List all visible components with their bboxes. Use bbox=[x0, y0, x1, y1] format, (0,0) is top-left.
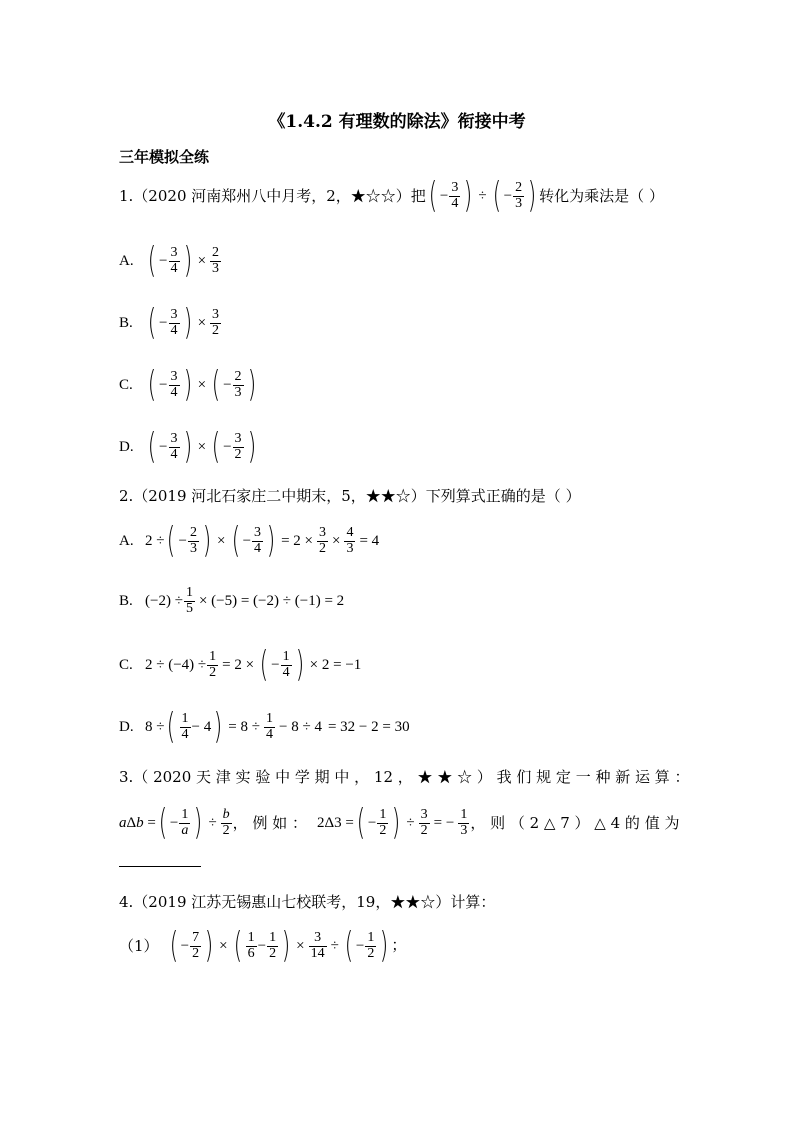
page-title: 《1.4.2 有理数的除法》衔接中考 bbox=[268, 112, 526, 132]
question-1: 1.（2020 河南郑州八中月考，2，★☆☆）把 ( − $\frac{3}{4}$ ) ÷ ( − $\frac{2}{3}$ ) 转化为乘法是（ ） bbox=[119, 175, 664, 216]
part-label: （1） bbox=[119, 936, 159, 955]
option-label: C. bbox=[119, 656, 133, 673]
expression-head: 8 ÷ bbox=[145, 718, 165, 735]
answer-blank[interactable] bbox=[119, 866, 201, 867]
fraction-expression: ( − $\frac{3}{4}$ ) bbox=[428, 175, 473, 216]
option-label: D. bbox=[119, 438, 134, 455]
option-d[interactable]: D. ( − $\frac{3}{4}$ ) × ( − $\frac{3}{2}$ ) bbox=[119, 426, 256, 467]
section-heading: 三年模拟全练 bbox=[119, 148, 210, 166]
expression-head: 2 ÷ (−4) ÷ bbox=[145, 656, 207, 673]
question-4-part-1: （1） ( − $\frac{7}{2}$ ) × ( $\frac{1}{6}$ − $\frac{1}{2}$ ) × $\frac{3}{14}$ ÷ ( − $\frac{1}{2}$ ) ； bbox=[119, 925, 407, 966]
question-3-line2: aΔb = ( − $\frac{1}{a}$ ) ÷ $\frac{b}{2}$ ， 例 如 ： 2Δ3 = ( − $\frac{1}{2}$ ) ÷ $\frac{3}{2}$ = − $\frac{1}{3}$ ， 则 （ 2 △ 7 ） △ 4 的 值 为 bbox=[119, 802, 680, 843]
expression-tail: × (−5) = (−2) ÷ (−1) = 2 bbox=[198, 592, 345, 609]
question-2: 2.（2019 河北石家庄二中期末，5，★★☆）下列算式正确的是（ ） bbox=[119, 487, 581, 505]
option-b[interactable]: B. (−2) ÷ $\frac{1}{5}$ × (−5) = (−2) ÷ (−1) = 2 bbox=[119, 585, 345, 616]
option-d[interactable]: D. 8 ÷ ( $\frac{1}{4}$ − 4 ) = 8 ÷ $\frac{1}{4}$ − 8 ÷ 4 = 32 − 2 = 30 bbox=[119, 706, 410, 747]
question-1-suffix: 转化为乘法是（ ） bbox=[539, 186, 664, 205]
option-label: A. bbox=[119, 252, 134, 269]
option-label: B. bbox=[119, 314, 133, 331]
option-a[interactable]: A. ( − $\frac{3}{4}$ ) × $\frac{2}{3}$ bbox=[119, 240, 220, 281]
question-3-line1: 3.（ 2020 天 津 实 验 中 学 期 中 ， 12 ， ★ ★ ☆ ） 我 们 规 定 一 种 新 运 算 ： bbox=[119, 768, 690, 786]
option-c[interactable]: C. ( − $\frac{3}{4}$ ) × ( − $\frac{2}{3}$ ) bbox=[119, 364, 256, 405]
expression-head: (−2) ÷ bbox=[145, 592, 183, 609]
option-label: A. bbox=[119, 532, 134, 549]
option-label: C. bbox=[119, 376, 133, 393]
option-label: B. bbox=[119, 592, 133, 609]
expression-tail: = 32 − 2 = 30 bbox=[327, 718, 410, 735]
expression-tail: = 4 bbox=[359, 532, 380, 549]
question-3-tail: ， 则 （ 2 △ 7 ） △ 4 的 值 为 bbox=[470, 813, 680, 832]
expression-tail: × 2 = −1 bbox=[309, 656, 362, 673]
option-a[interactable]: A. 2 ÷ ( − $\frac{2}{3}$ ) × ( − $\frac{3}{4}$ ) = 2 × $\frac{3}{2}$ × $\frac{4}{3}$ = 4 bbox=[119, 520, 380, 561]
question-1-prefix: 1.（2020 河南郑州八中月考，2，★☆☆）把 bbox=[119, 186, 426, 205]
question-4: 4.（2019 江苏无锡惠山七校联考，19，★★☆）计算： bbox=[119, 893, 496, 911]
option-c[interactable]: C. 2 ÷ (−4) ÷ $\frac{1}{2}$ = 2 × ( − $\frac{1}{4}$ ) × 2 = −1 bbox=[119, 644, 362, 685]
example-label: ， 例 如 ： bbox=[232, 813, 307, 832]
option-b[interactable]: B. ( − $\frac{3}{4}$ ) × $\frac{3}{2}$ bbox=[119, 302, 220, 343]
option-label: D. bbox=[119, 718, 134, 735]
fraction-expression: ( − $\frac{2}{3}$ ) bbox=[492, 175, 537, 216]
